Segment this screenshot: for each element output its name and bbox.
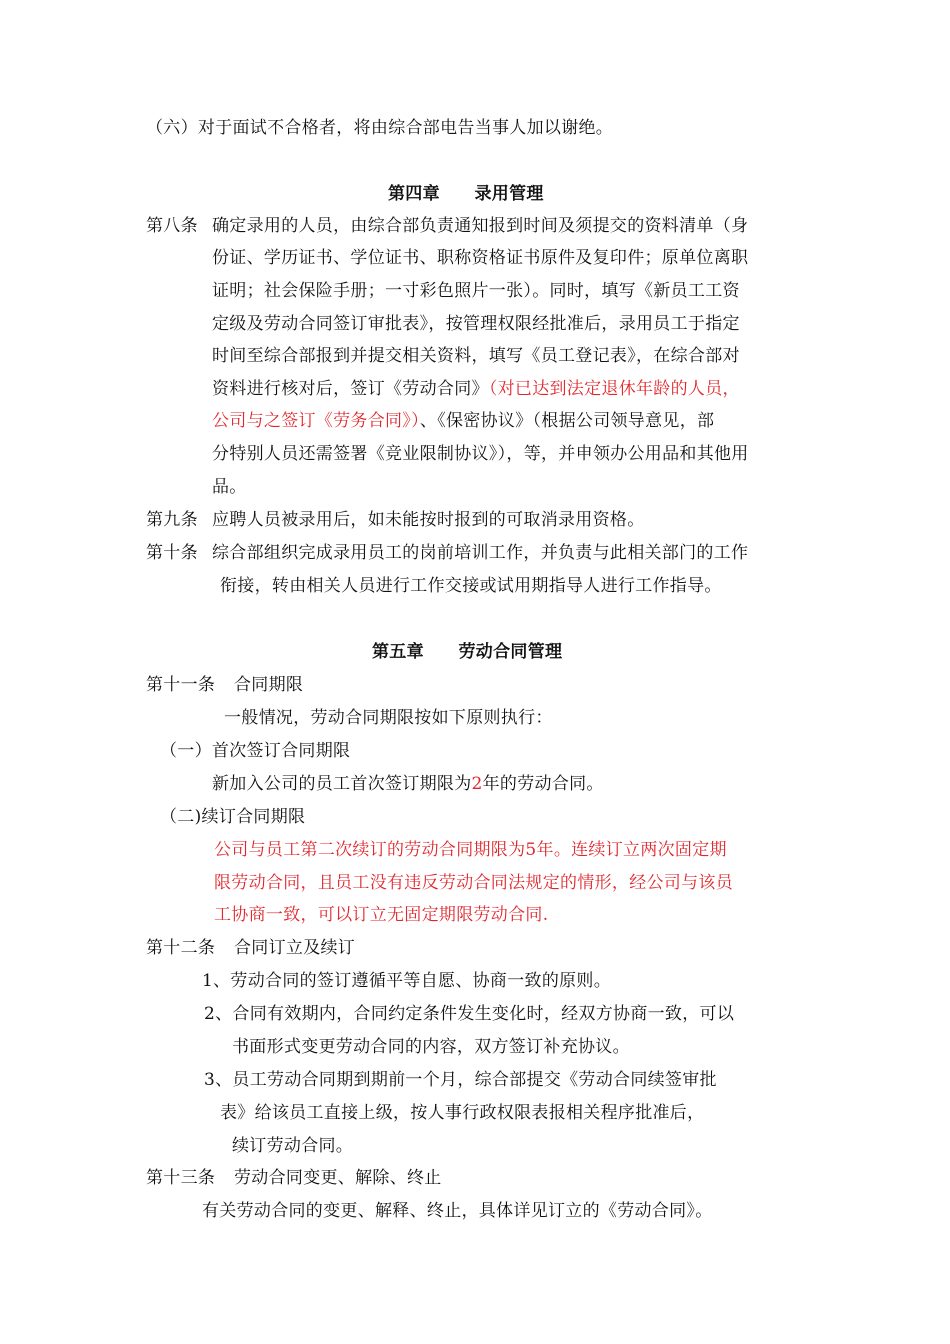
article-8-line: 确定录用的人员，由综合部负责通知报到时间及须提交的资料清单（身: [212, 216, 749, 236]
article-8-highlight: （对已达到法定退休年龄的人员，: [488, 379, 740, 399]
article-12-point: 1、劳动合同的签订遵循平等自愿、协商一致的原则。: [202, 971, 612, 991]
article-12-point: 续订劳动合同。: [232, 1136, 354, 1156]
article-8-line: 品。: [212, 477, 247, 497]
item-6: （六）对于面试不合格者，将由综合部电告当事人加以谢绝。: [146, 118, 614, 138]
article-12-point: 2、合同有效期内，合同约定条件发生变化时，经双方协商一致，可以: [204, 1004, 735, 1024]
article-11-title: 合同期限: [234, 675, 304, 695]
article-11-label: 第十一条: [146, 675, 216, 695]
article-8-line: [212, 409, 714, 433]
article-12-title: 合同订立及续订: [234, 938, 356, 958]
article-10-label: 第十条: [146, 543, 198, 563]
article-8-label: 第八条: [146, 216, 198, 236]
article-8-line: 证明；社会保险手册；一寸彩色照片一张）。同时，填写《新员工工资: [212, 281, 740, 301]
article-13-title: 劳动合同变更、解除、终止: [234, 1168, 442, 1188]
article-12-point: 书面形式变更劳动合同的内容，双方签订补充协议。: [232, 1037, 630, 1057]
article-12-point: 表》给该员工直接上级，按人事行政权限表报相关程序批准后，: [220, 1103, 705, 1123]
article-8-text: 资料进行核对后，签订《劳动合同》: [212, 379, 489, 399]
article-9-line: 应聘人员被录用后，如未能按时报到的可取消录用资格。: [212, 510, 645, 530]
article-8-line: 份证、学历证书、学位证书、职称资格证书原件及复印件；原单位离职: [212, 248, 749, 268]
article-11-sub2-line: 限劳动合同，且员工没有违反劳动合同法规定的情形，经公司与该员: [214, 873, 733, 893]
article-10-line: 综合部组织完成录用员工的岗前培训工作，并负责与此相关部门的工作: [212, 543, 749, 563]
article-9-label: 第九条: [146, 510, 198, 530]
sub1-text: 年的劳动合同。: [482, 774, 604, 794]
article-8-line: [212, 377, 740, 401]
article-11-sub1-title: （一）首次签订合同期限: [160, 741, 351, 761]
article-8-text: 、《保密协议》（根据公司领导意见，部: [419, 411, 715, 431]
sub1-text: 新加入公司的员工首次签订期限为: [212, 774, 472, 794]
article-11-sub1-line: [212, 772, 604, 796]
article-10-line: 衔接，转由相关人员进行工作交接或试用期指导人进行工作指导。: [220, 576, 722, 596]
article-12-point: 3、员工劳动合同期到期前一个月，综合部提交《劳动合同续签审批: [204, 1070, 717, 1090]
article-11-intro: 一般情况，劳动合同期限按如下原则执行：: [224, 708, 553, 728]
article-11-sub2-title: （二)续订合同期限: [160, 807, 306, 827]
article-8-highlight: 公司与之签订《劳务合同》）: [212, 411, 420, 431]
sub1-years: 2: [471, 774, 483, 794]
chapter-5-title: 第五章 劳动合同管理: [372, 642, 563, 662]
article-12-label: 第十二条: [146, 938, 216, 958]
article-11-sub2-line: 工协商一致，可以订立无固定期限劳动合同.: [214, 905, 549, 925]
article-13-label: 第十三条: [146, 1168, 216, 1188]
article-13-line: 有关劳动合同的变更、解释、终止，具体详见订立的《劳动合同》。: [202, 1201, 713, 1221]
chapter-4-title: 第四章 录用管理: [388, 184, 544, 204]
article-8-line: 定级及劳动合同签订审批表》，按管理权限经批准后，录用员工于指定: [212, 314, 740, 334]
article-11-sub2-line: 公司与员工第二次续订的劳动合同期限为5年。连续订立两次固定期: [214, 840, 727, 860]
article-8-line: 时间至综合部报到并提交相关资料，填写《员工登记表》，在综合部对: [212, 346, 740, 366]
article-8-line: 分特别人员还需签署《竞业限制协议》），等，并申领办公用品和其他用: [212, 444, 749, 464]
